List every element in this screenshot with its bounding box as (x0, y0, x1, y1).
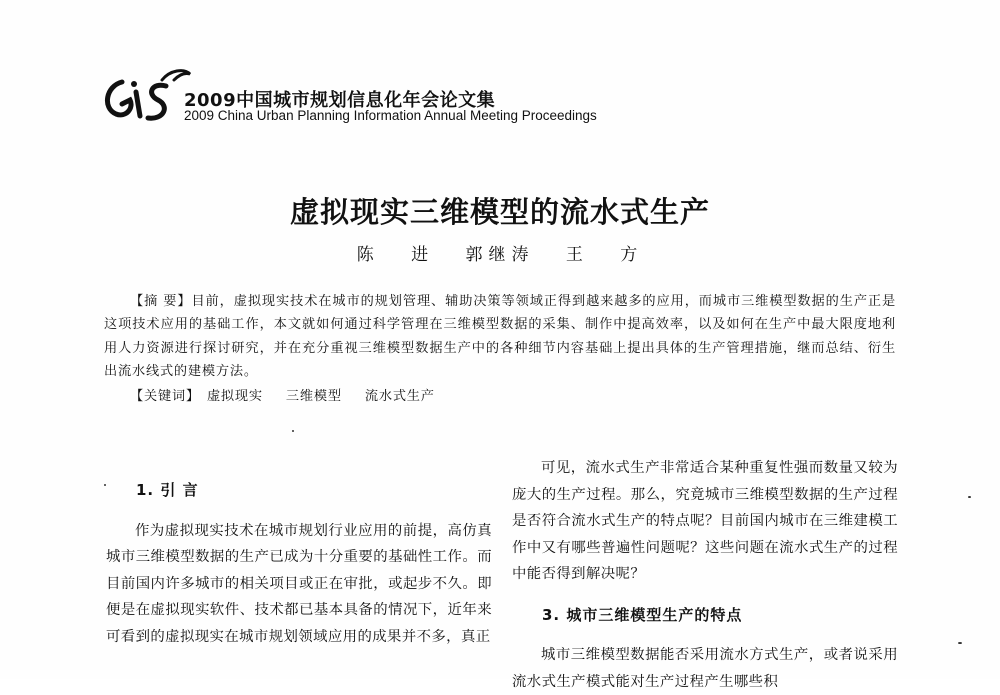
proceedings-title-en: 2009 China Urban Planning Information Annual Meeting Proceedings (184, 108, 597, 123)
paper-authors: 陈 进 郭继涛 王 方 (356, 245, 644, 265)
body-paragraph: 作为虚拟现实技术在城市规划行业应用的前提，高仿真城市三维模型数据的生产已成为十分重要的基础性工作。而目前国内许多城市的相关项目或正在审批，或起步不久。即便是在虚拟现实软件、技术都已基本具备的情况下，近年来可看到的虚拟现实在城市规划领域应用的成果并不多，真正 (106, 522, 492, 645)
keywords-label: 【关键词】 (130, 389, 200, 404)
scan-speck (968, 496, 971, 498)
gis-dragon-logo-icon (100, 64, 192, 126)
right-column (512, 455, 898, 695)
scan-speck (292, 430, 294, 432)
paper-title: 虚拟现实三维模型的流水式生产 (289, 195, 710, 229)
proceedings-title-cn: 2009中国城市规划信息化年会论文集 (184, 90, 496, 111)
section-heading-introduction: 1. 引 言 (136, 481, 199, 499)
keywords-line (130, 385, 453, 404)
scan-speck (104, 484, 106, 486)
keyword: 三维模型 (285, 389, 342, 404)
keyword: 流水式生产 (364, 389, 435, 404)
left-column (106, 455, 492, 650)
section-heading-3: 3. 城市三维模型生产的特点 (542, 605, 743, 624)
keyword: 虚拟现实 (206, 389, 263, 404)
body-paragraph: 城市三维模型数据能否采用流水方式生产，或者说采用流水式生产模式能对生产过程产生哪些积 (512, 647, 898, 690)
scan-speck (958, 642, 962, 644)
abstract: 【摘 要】目前，虚拟现实技术在城市的规划管理、辅助决策等领域正得到越来越多的应用，而城市三维模型数据的生产正是这项技术应用的基础工作，本文就如何通过科学管理在三维模型数据的采集、制作中提高效率，以及如何在生产中最大限度地利用人力资源进行探讨研究，并在充分重视三维模型数据生产中的各种细节内容基础上提出具体的生产管理措施，继而总结、衍生出流水线式的建模方法。 (104, 294, 896, 380)
body-paragraph: 可见，流水式生产非常适合某种重复性强而数量又较为庞大的生产过程。那么，究竟城市三维模型数据的生产过程是否符合流水式生产的特点呢？目前国内城市在三维建模工作中又有哪些普遍性问题呢？这些问题在流水式生产的过程中能否得到解决呢？ (512, 460, 898, 582)
